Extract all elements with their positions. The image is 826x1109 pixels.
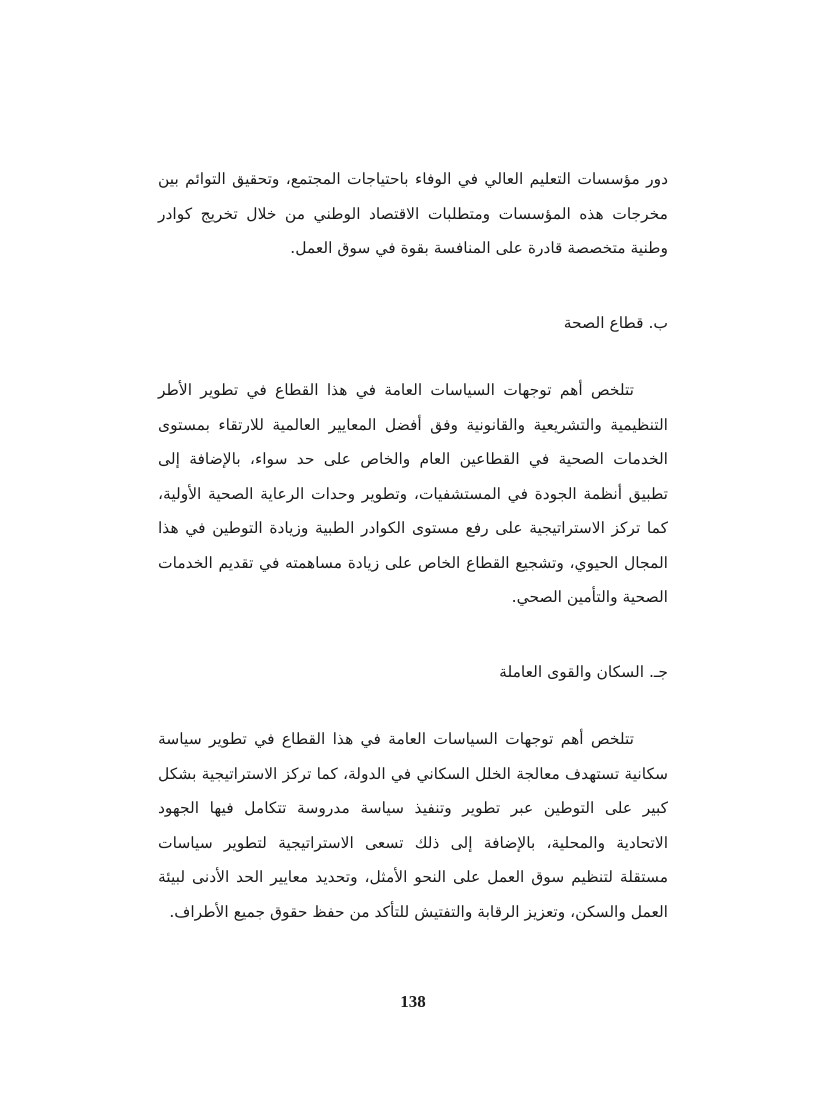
section-heading-health: ب. قطاع الصحة bbox=[563, 313, 668, 332]
page-number: 138 bbox=[400, 992, 426, 1011]
page-body bbox=[158, 162, 668, 929]
section-heading-population: جـ. السكان والقوى العاملة bbox=[499, 662, 668, 681]
population-paragraph: تتلخص أهم توجهات السياسات العامة في هذا القطاع في تطوير سياسة سكانية تستهدف معالجة الخلل السكاني في الدولة، كما تركز الاستراتيجية بشكل كبير على التوطين عبر تطوير وتنفيذ سياسة مدروسة تتكامل فيها الجهود الاتحادية والمحلية، بالإضافة إلى ذلك تسعى الاستراتيجية لتطوير سياسات مستقلة لتنظيم سوق العمل على النحو الأمثل، وتحديد معايير الحد الأدنى لبيئة العمل والسكن، وتعزيز الرقابة والتفتيش للتأكد من حفظ حقوق جميع الأطراف. bbox=[158, 730, 668, 921]
intro-paragraph: دور مؤسسات التعليم العالي في الوفاء باحتياجات المجتمع، وتحقيق التوائم بين مخرجات هذه المؤسسات ومتطلبات الاقتصاد الوطني من خلال تخريج كوادر وطنية متخصصة قادرة على المنافسة بقوة في سوق العمل. bbox=[158, 170, 668, 257]
health-paragraph: تتلخص أهم توجهات السياسات العامة في هذا القطاع في تطوير الأطر التنظيمية والتشريعية والقانونية وفق أفضل المعايير العالمية للارتقاء بمستوى الخدمات الصحية في القطاعين العام والخاص على حد سواء، بالإضافة إلى تطبيق أنظمة الجودة في المستشفيات، وتطوير وحدات الرعاية الصحية الأولية، كما تركز الاستراتيجية على رفع مستوى الكوادر الطبية وزيادة التوطين في هذا المجال الحيوي، وتشجيع القطاع الخاص على زيادة مساهمته في تقديم الخدمات الصحية والتأمين الصحي. bbox=[158, 381, 668, 606]
